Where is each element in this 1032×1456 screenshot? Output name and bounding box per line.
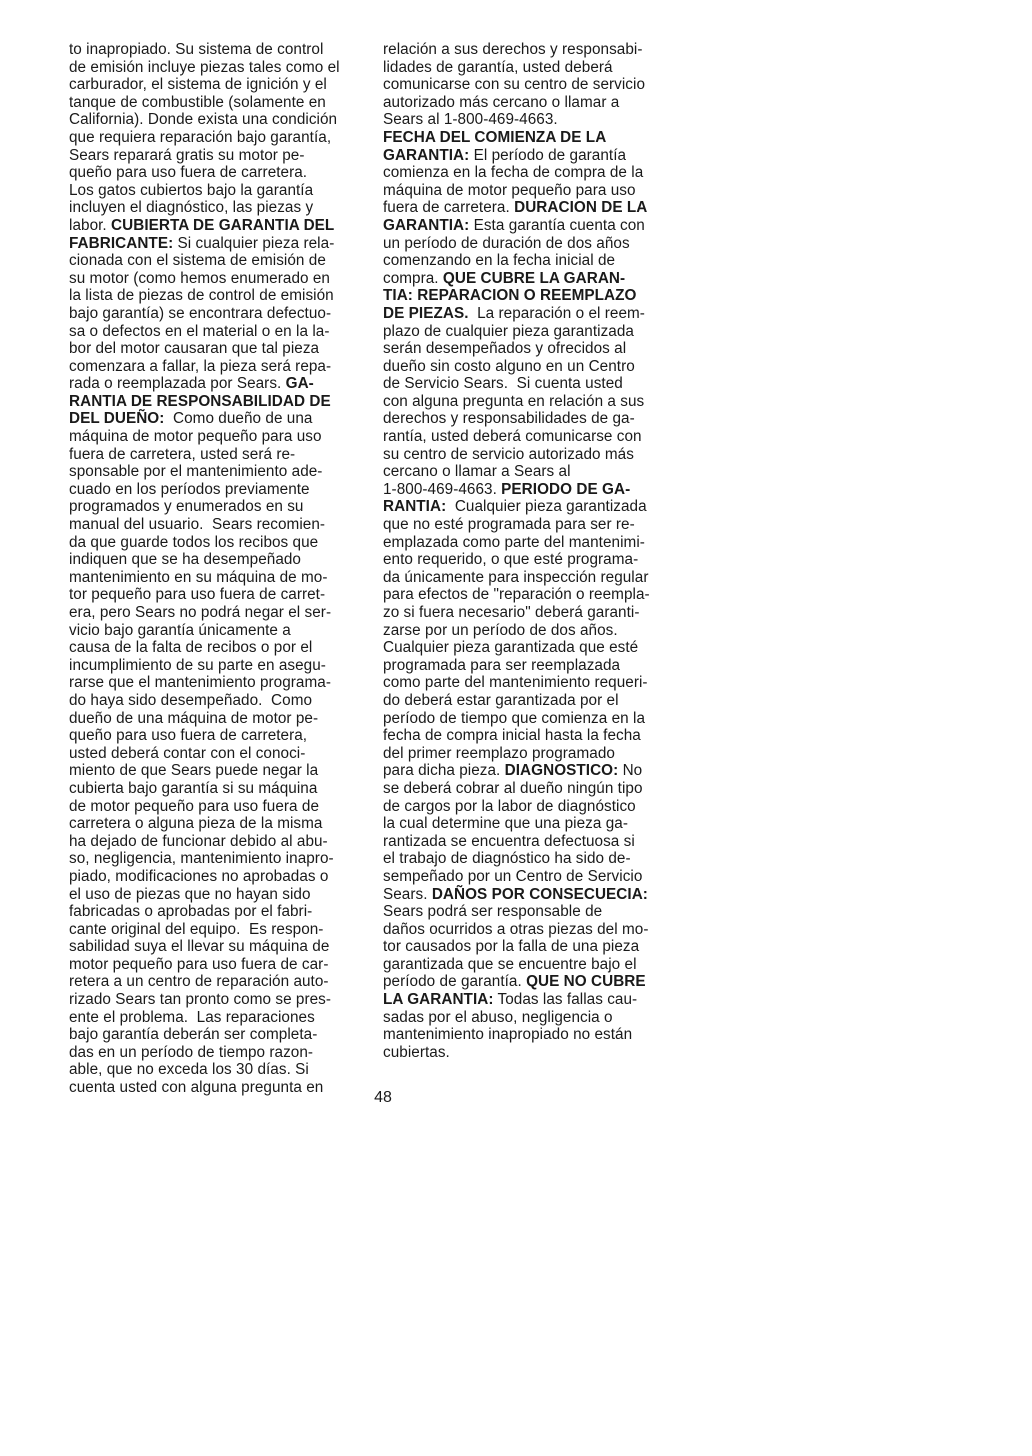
text-line xyxy=(69,305,369,323)
body-text: ente el problema. Las reparaciones xyxy=(69,1008,315,1026)
body-text: Los gatos cubiertos bajo la garantía xyxy=(69,181,314,199)
body-text: la cual determine que una pieza ga- xyxy=(383,815,628,833)
body-text: cuenta usted con alguna pregunta en xyxy=(69,1079,324,1097)
body-text: bajo garantía) se encontrara defectuo- xyxy=(69,304,332,322)
text-line xyxy=(69,481,369,499)
body-text: do haya sido desempeñado. Como xyxy=(69,691,313,709)
text-line xyxy=(69,1061,369,1079)
text-line xyxy=(69,428,369,446)
body-text: sponsable por el mantenimiento ade- xyxy=(69,463,323,481)
text-line xyxy=(69,657,369,675)
text-line xyxy=(383,516,683,534)
text-line xyxy=(383,710,683,728)
body-text: do deberá estar garantizada por el xyxy=(383,691,619,709)
text-line xyxy=(69,516,369,534)
body-text: to inapropiado. Su sistema de control xyxy=(69,41,324,58)
text-line xyxy=(69,252,369,270)
body-text: tor causados por la falla de una pieza xyxy=(383,938,640,956)
body-text: Todas las fallas cau- xyxy=(493,991,638,1009)
text-line xyxy=(383,323,683,341)
body-text: comienza en la fecha de compra de la xyxy=(383,164,644,182)
text-line xyxy=(383,921,683,939)
text-line xyxy=(383,622,683,640)
text-line xyxy=(383,235,683,253)
body-text: cionada con el sistema de emisión de xyxy=(69,252,326,270)
text-line xyxy=(69,586,369,604)
bold-heading-text: GARANTIA: xyxy=(383,146,470,164)
body-text: ha dejado de funcionar debido al abu- xyxy=(69,832,328,850)
body-text: sa o defectos en el material o en la la- xyxy=(69,322,330,340)
body-text: su centro de servicio autorizado más xyxy=(383,445,634,463)
body-text: usted deberá contar con el conoci- xyxy=(69,744,306,762)
page-number: 48 xyxy=(374,1089,392,1106)
text-line xyxy=(383,41,683,59)
bold-heading-text: DAÑOS POR CONSECUECIA: xyxy=(431,885,648,903)
body-text: cercano o llamar a Sears al xyxy=(383,463,571,481)
bold-heading-text: QUE CUBRE LA GARAN- xyxy=(442,269,626,287)
body-text: tor pequeño para uso fuera de carret- xyxy=(69,586,326,604)
text-line xyxy=(69,674,369,692)
text-line xyxy=(69,463,369,481)
right-text-column xyxy=(383,41,683,1061)
left-text-column xyxy=(69,41,369,1097)
text-line xyxy=(69,639,369,657)
text-line xyxy=(383,94,683,112)
body-text: ento requerido, o que esté programa- xyxy=(383,551,639,569)
body-text: fabricadas o aprobadas por el fabri- xyxy=(69,903,313,921)
text-line xyxy=(69,182,369,200)
text-line xyxy=(69,358,369,376)
text-line xyxy=(383,287,683,305)
body-text: miento de que Sears puede negar la xyxy=(69,762,319,780)
body-text: comenzara a fallar, la pieza será repa- xyxy=(69,357,332,375)
text-line xyxy=(69,1079,369,1097)
text-line xyxy=(69,340,369,358)
body-text: queño para uso fuera de carretera. xyxy=(69,164,308,182)
body-text: dueño de una máquina de motor pe- xyxy=(69,709,319,727)
text-line xyxy=(69,164,369,182)
bold-heading-text: DEL DUEÑO: xyxy=(69,410,165,428)
text-line xyxy=(383,1009,683,1027)
body-text: que no esté programada para ser re- xyxy=(383,516,635,534)
body-text: No xyxy=(618,762,643,780)
body-text: Esta garantía cuenta con xyxy=(469,216,645,234)
text-line xyxy=(69,569,369,587)
body-text: un período de duración de dos años xyxy=(383,234,630,252)
body-text: bajo garantía deberán ser completa- xyxy=(69,1026,318,1044)
body-text: carretera o alguna pieza de la misma xyxy=(69,815,323,833)
body-text: Sears. xyxy=(383,885,432,903)
text-line xyxy=(69,551,369,569)
text-line xyxy=(383,410,683,428)
text-line xyxy=(69,1044,369,1062)
body-text: de cargos por la labor de diagnóstico xyxy=(383,797,636,815)
text-line xyxy=(69,111,369,129)
bold-heading-text: FABRICANTE: xyxy=(69,234,174,252)
text-line xyxy=(383,164,683,182)
body-text: Sears podrá ser responsable de xyxy=(383,903,603,921)
bold-heading-text: LA GARANTIA: xyxy=(383,991,494,1009)
body-text: fuera de carretera, usted será re- xyxy=(69,445,296,463)
body-text: como parte del mantenimiento requeri- xyxy=(383,674,648,692)
text-line xyxy=(383,886,683,904)
bold-heading-text: GARANTIA: xyxy=(383,216,470,234)
body-text: zo si fuera necesario" deberá garanti- xyxy=(383,604,640,621)
text-line xyxy=(383,727,683,745)
bold-heading-text: CUBIERTA DE GARANTIA DEL xyxy=(111,216,335,234)
body-text: su motor (como hemos enumerado en xyxy=(69,269,330,287)
text-line xyxy=(383,147,683,165)
text-line xyxy=(69,622,369,640)
body-text: daños ocurridos a otras piezas del mo- xyxy=(383,920,649,938)
body-text: labor. xyxy=(69,216,112,234)
text-line xyxy=(69,850,369,868)
body-text: cubierta bajo garantía si su máquina xyxy=(69,779,318,797)
body-text: carburador, el sistema de ignición y el xyxy=(69,76,327,94)
text-line xyxy=(383,534,683,552)
text-line xyxy=(69,270,369,288)
body-text: retera a un centro de reparación auto- xyxy=(69,973,329,991)
text-line xyxy=(69,745,369,763)
body-text: incluyen el diagnóstico, las piezas y xyxy=(69,199,314,217)
bold-heading-text: RANTIA DE RESPONSABILIDAD DE xyxy=(69,392,331,410)
body-text: indiquen que se ha desempeñado xyxy=(69,551,301,569)
body-text: Como dueño de una xyxy=(164,410,313,428)
text-line xyxy=(383,762,683,780)
text-line xyxy=(383,375,683,393)
body-text: programados y enumerados en su xyxy=(69,498,304,516)
body-text: del primer reemplazo programado xyxy=(383,744,615,762)
text-line xyxy=(383,111,683,129)
body-text: sabilidad suya el llevar su máquina de xyxy=(69,938,330,956)
body-text: autorizado más cercano o llamar a xyxy=(383,93,620,111)
text-line xyxy=(383,657,683,675)
bold-heading-text: QUE NO CUBRE xyxy=(526,973,646,991)
text-line xyxy=(69,59,369,77)
text-line xyxy=(383,340,683,358)
body-text: da que guarde todos los recibos que xyxy=(69,533,319,551)
text-line xyxy=(383,498,683,516)
body-text: causa de la falta de recibos o por el xyxy=(69,639,313,657)
bold-heading-text: DE PIEZAS. xyxy=(383,304,469,322)
text-line xyxy=(383,868,683,886)
body-text: so, negligencia, mantenimiento inapro- xyxy=(69,850,334,868)
text-line xyxy=(69,868,369,886)
text-line xyxy=(383,252,683,270)
text-line xyxy=(69,217,369,235)
text-line xyxy=(69,956,369,974)
body-text: bor del motor causaran que tal pieza xyxy=(69,340,320,358)
text-line xyxy=(69,323,369,341)
body-text: el uso de piezas que no hayan sido xyxy=(69,885,311,903)
text-line xyxy=(383,358,683,376)
text-line xyxy=(69,815,369,833)
body-text: rarse que el mantenimiento programa- xyxy=(69,674,331,692)
body-text: comunicarse con su centro de servicio xyxy=(383,76,646,94)
body-text: cuado en los períodos previamente xyxy=(69,480,310,498)
body-text: fuera de carretera. xyxy=(383,199,515,217)
body-text: emplazada como parte del mantenimi- xyxy=(383,533,645,551)
text-line xyxy=(69,921,369,939)
body-text: compra. xyxy=(383,269,443,287)
body-text: cante original del equipo. Es respon- xyxy=(69,920,324,938)
text-line xyxy=(383,551,683,569)
text-line xyxy=(383,780,683,798)
text-line xyxy=(69,692,369,710)
text-line xyxy=(383,305,683,323)
text-line xyxy=(383,217,683,235)
body-text: rada o reemplazada por Sears. xyxy=(69,375,286,393)
text-line xyxy=(383,446,683,464)
body-text: vicio bajo garantía únicamente a xyxy=(69,621,291,639)
body-text: sadas por el abuso, negligencia o xyxy=(383,1008,613,1026)
text-line xyxy=(383,745,683,763)
body-text: para efectos de "reparación o reempla- xyxy=(383,586,650,604)
body-text: rantía, usted deberá comunicarse con xyxy=(383,428,642,446)
body-text: able, que no exceda los 30 días. Si xyxy=(69,1061,309,1079)
body-text: cubiertas. xyxy=(383,1043,450,1061)
bold-heading-text: RANTIA: xyxy=(383,498,447,516)
body-text: máquina de motor pequeño para uso xyxy=(383,181,636,199)
text-line xyxy=(383,639,683,657)
text-line xyxy=(69,287,369,305)
text-line xyxy=(69,498,369,516)
body-text: se deberá cobrar al dueño ningún tipo xyxy=(383,779,643,797)
text-line xyxy=(383,270,683,288)
text-line xyxy=(69,375,369,393)
body-text: 1-800-469-4663. xyxy=(383,480,502,498)
body-text: da únicamente para inspección regular xyxy=(383,568,649,586)
text-line xyxy=(383,815,683,833)
text-line xyxy=(383,76,683,94)
body-text: mantenimiento inapropiado no están xyxy=(383,1026,633,1044)
body-text: relación a sus derechos y responsabi- xyxy=(383,41,643,58)
body-text: Si cualquier pieza rela- xyxy=(173,234,335,252)
body-text: programada para ser reemplazada xyxy=(383,656,621,674)
text-line xyxy=(69,129,369,147)
body-text: con alguna pregunta en relación a sus xyxy=(383,392,645,410)
body-text: California). Donde exista una condición xyxy=(69,111,338,129)
body-text: plazo de cualquier pieza garantizada xyxy=(383,322,634,340)
body-text: de motor pequeño para uso fuera de xyxy=(69,797,320,815)
text-line xyxy=(69,1026,369,1044)
text-line xyxy=(383,1044,683,1062)
text-line xyxy=(69,41,369,59)
text-line xyxy=(69,727,369,745)
body-text: rizado Sears tan pronto como se pres- xyxy=(69,991,332,1009)
body-text: de Servicio Sears. Si cuenta usted xyxy=(383,375,623,393)
text-line xyxy=(69,410,369,428)
text-line xyxy=(69,886,369,904)
body-text: derechos y responsabilidades de ga- xyxy=(383,410,635,428)
bold-heading-text: PERIODO DE GA- xyxy=(501,480,631,498)
text-line xyxy=(69,76,369,94)
text-line xyxy=(69,780,369,798)
text-line xyxy=(69,973,369,991)
text-line xyxy=(69,147,369,165)
text-line xyxy=(69,235,369,253)
text-line xyxy=(69,94,369,112)
body-text: zarse por un período de dos años. xyxy=(383,621,618,639)
text-line xyxy=(383,393,683,411)
text-line xyxy=(69,991,369,1009)
text-line xyxy=(383,586,683,604)
body-text: lidades de garantía, usted deberá xyxy=(383,58,613,76)
text-line xyxy=(69,938,369,956)
text-line xyxy=(383,956,683,974)
text-line xyxy=(383,692,683,710)
text-line xyxy=(69,393,369,411)
bold-heading-text: DURACION DE LA xyxy=(514,199,648,217)
text-line xyxy=(383,182,683,200)
text-line xyxy=(383,463,683,481)
bold-heading-text: TIA: REPARACION O REEMPLAZO xyxy=(383,287,637,305)
text-line xyxy=(383,991,683,1009)
text-line xyxy=(69,534,369,552)
bold-heading-text: DIAGNOSTICO: xyxy=(504,762,619,780)
body-text: incumplimiento de su parte en asegu- xyxy=(69,656,326,674)
body-text: Cualquier pieza garantizada xyxy=(446,498,647,516)
text-line xyxy=(69,710,369,728)
text-line xyxy=(69,446,369,464)
body-text: motor pequeño para uso fuera de car- xyxy=(69,955,329,973)
body-text: el trabajo de diagnóstico ha sido de- xyxy=(383,850,631,868)
body-text: mantenimiento en su máquina de mo- xyxy=(69,568,328,586)
body-text: El período de garantía xyxy=(469,146,627,164)
text-line xyxy=(383,973,683,991)
text-line xyxy=(383,129,683,147)
text-line xyxy=(69,798,369,816)
body-text: das en un período de tiempo razon- xyxy=(69,1043,314,1061)
text-line xyxy=(383,604,683,622)
text-line xyxy=(69,199,369,217)
text-line xyxy=(383,938,683,956)
text-line xyxy=(383,428,683,446)
text-line xyxy=(383,569,683,587)
text-line xyxy=(383,833,683,851)
text-line xyxy=(383,481,683,499)
body-text: de emisión incluye piezas tales como el xyxy=(69,58,340,76)
bold-heading-text: FECHA DEL COMIENZA DE LA xyxy=(383,128,607,146)
text-line xyxy=(383,199,683,217)
text-line xyxy=(383,850,683,868)
body-text: Sears al 1-800-469-4663. xyxy=(383,111,558,129)
text-line xyxy=(69,903,369,921)
body-text: rantizada se encuentra defectuosa si xyxy=(383,832,635,850)
body-text: período de garantía. xyxy=(383,973,527,991)
body-text: dueño sin costo alguno en un Centro xyxy=(383,357,635,375)
text-line xyxy=(383,59,683,77)
text-line xyxy=(69,833,369,851)
body-text: queño para uso fuera de carretera, xyxy=(69,727,308,745)
text-line xyxy=(383,798,683,816)
text-line xyxy=(383,903,683,921)
body-text: que requiera reparación bajo garantía, xyxy=(69,128,332,146)
body-text: piado, modificaciones no aprobadas o xyxy=(69,867,329,885)
body-text: máquina de motor pequeño para uso xyxy=(69,428,322,446)
body-text: manual del usuario. Sears recomien- xyxy=(69,516,326,534)
body-text: tanque de combustible (solamente en xyxy=(69,93,326,111)
body-text: comenzando en la fecha inicial de xyxy=(383,252,616,270)
body-text: garantizada que se encuentre bajo el xyxy=(383,955,637,973)
text-line xyxy=(69,604,369,622)
bold-heading-text: GA- xyxy=(285,375,314,393)
body-text: sempeñado por un Centro de Servicio xyxy=(383,867,643,885)
text-line xyxy=(69,762,369,780)
text-line xyxy=(383,1026,683,1044)
body-text: para dicha pieza. xyxy=(383,762,505,780)
text-line xyxy=(383,674,683,692)
body-text: período de tiempo que comienza en la xyxy=(383,709,646,727)
body-text: Cualquier pieza garantizada que esté xyxy=(383,639,639,657)
body-text: fecha de compra inicial hasta la fecha xyxy=(383,727,641,745)
body-text: serán desempeñados y ofrecidos al xyxy=(383,340,627,358)
body-text: Sears reparará gratis su motor pe- xyxy=(69,146,305,164)
body-text: La reparación o el reem- xyxy=(468,304,645,322)
body-text: la lista de piezas de control de emisión xyxy=(69,287,334,305)
body-text: era, pero Sears no podrá negar el ser- xyxy=(69,604,332,621)
text-line xyxy=(69,1009,369,1027)
